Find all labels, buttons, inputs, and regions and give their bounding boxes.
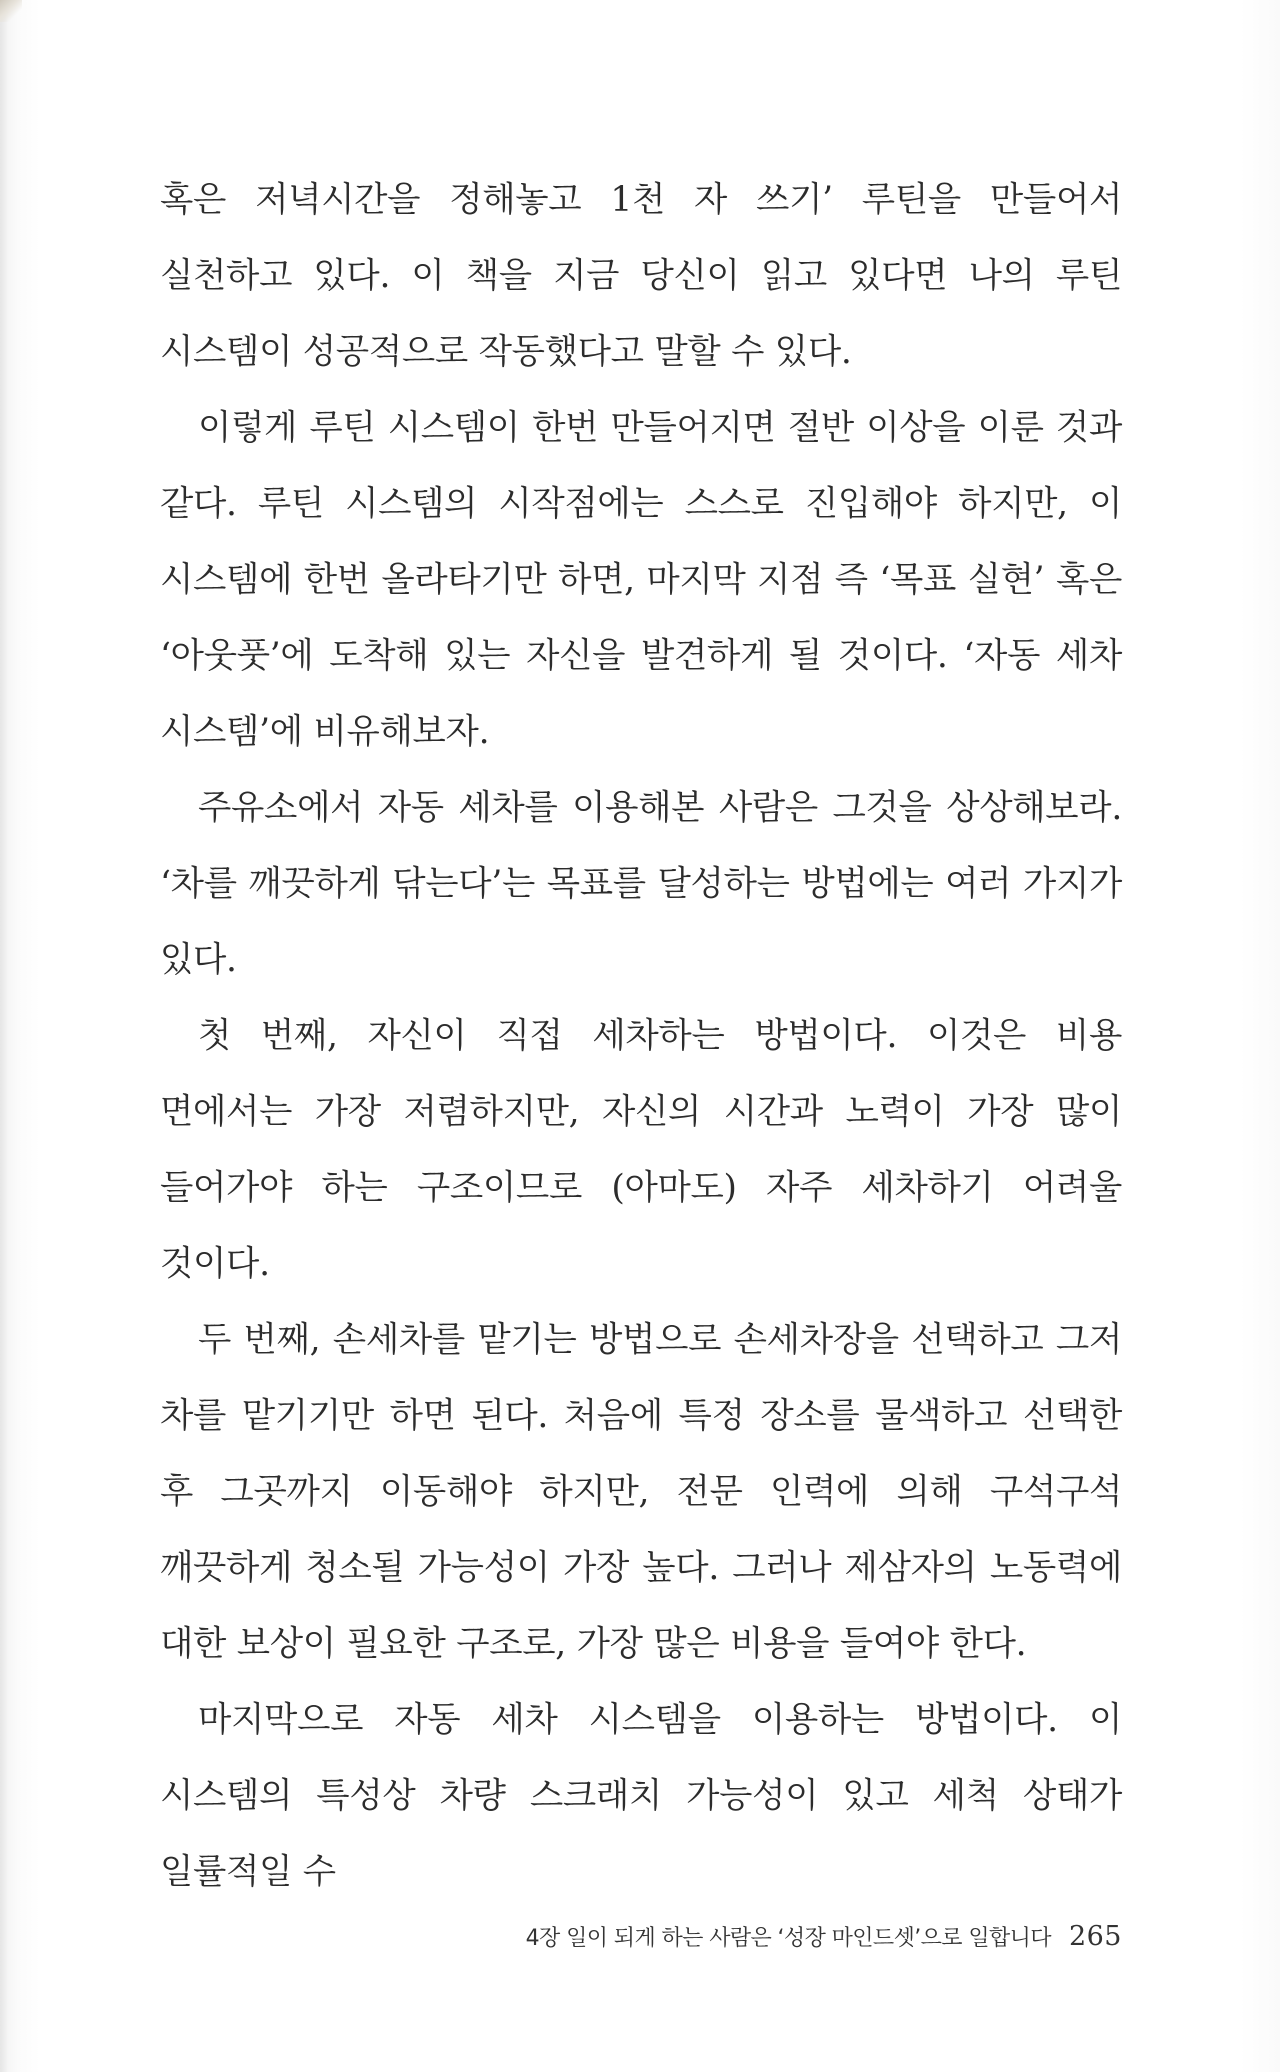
- page-footer: [526, 1921, 1122, 1952]
- page-number: 265: [1068, 1921, 1122, 1952]
- paragraph-5: 두 번째, 손세차를 맡기는 방법으로 손세차장을 선택하고 그저 차를 맡기기만 하면 된다. 처음에 특정 장소를 물색하고 선택한 후 그곳까지 이동해야 하지만, 전문 인력에 의해 구석구석 깨끗하게 청소될 가능성이 가장 높다. 그러나 제삼자의 노동력에 대한 보상이 필요한 구조로, 가장 많은 비용을 들여야 한다.: [160, 1320, 1122, 1664]
- paragraph-2: 이렇게 루틴 시스템이 한번 만들어지면 절반 이상을 이룬 것과 같다. 루틴 시스템의 시작점에는 스스로 진입해야 하지만, 이 시스템에 한번 올라타기만 하면, 마지막 지점 즉 ‘목표 실현’ 혹은 ‘아웃풋’에 도착해 있는 자신을 발견하게 될 것이다. ‘자동 세차 시스템’에 비유해보자.: [160, 408, 1122, 752]
- page-corner-fold: [0, 0, 22, 22]
- paragraph-3: 주유소에서 자동 세차를 이용해본 사람은 그것을 상상해보라. ‘차를 깨끗하게 닦는다’는 목표를 달성하는 방법에는 여러 가지가 있다.: [160, 788, 1122, 980]
- page-binding-shadow: [0, 0, 8, 2072]
- paragraph-6: 마지막으로 자동 세차 시스템을 이용하는 방법이다. 이 시스템의 특성상 차량 스크래치 가능성이 있고 세척 상태가 일률적일 수: [160, 1700, 1122, 1892]
- paragraph-1: 혹은 저녁시간을 정해놓고 1천 자 쓰기’ 루틴을 만들어서 실천하고 있다. 이 책을 지금 당신이 읽고 있다면 나의 루틴 시스템이 성공적으로 작동했다고 말할 수 있다.: [160, 180, 1122, 372]
- running-chapter-title: 4장 일이 되게 하는 사람은 ‘성장 마인드셋’으로 일합니다: [525, 1926, 1051, 1951]
- paragraph-4: 첫 번째, 자신이 직접 세차하는 방법이다. 이것은 비용 면에서는 가장 저렴하지만, 자신의 시간과 노력이 가장 많이 들어가야 하는 구조이므로 (아마도) 자주 세차하기 어려울 것이다.: [160, 1016, 1122, 1284]
- body-text: [160, 162, 1122, 1910]
